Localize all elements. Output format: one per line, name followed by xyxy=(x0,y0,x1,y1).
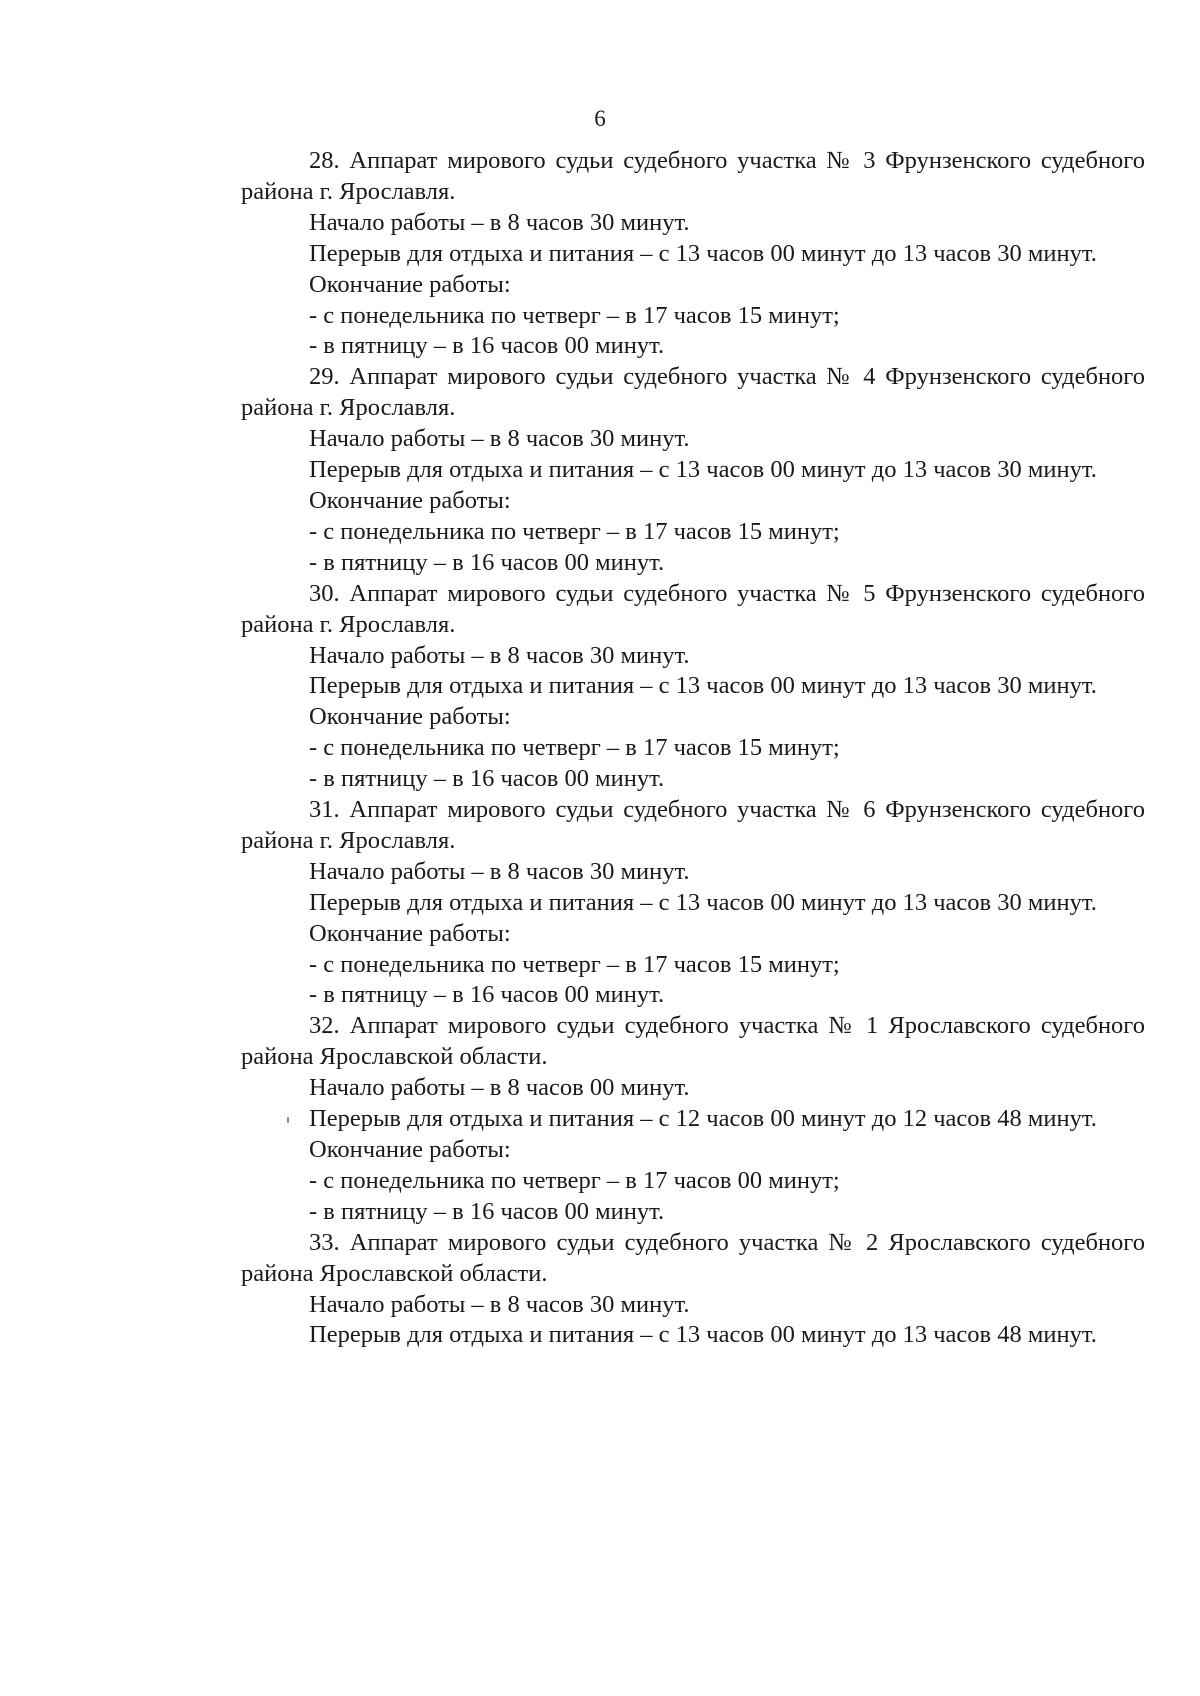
section-title: 30. Аппарат мирового судьи судебного участка № 5 Фрунзенского судебного района г. Ярославля. xyxy=(241,579,1145,638)
lunch-break: Перерыв для отдыха и питания – с 13 часов 00 минут до 13 часов 30 минут. xyxy=(309,672,1097,700)
section-29 xyxy=(241,362,1145,578)
work-end-fri: - в пятницу – в 16 часов 00 минут. xyxy=(309,1197,665,1225)
section-31 xyxy=(241,795,1145,1011)
work-end-fri: - в пятницу – в 16 часов 00 минут. xyxy=(309,765,665,793)
work-end-mon-thu: - с понедельника по четверг – в 17 часов 15 минут; xyxy=(309,517,840,545)
work-end-fri: - в пятницу – в 16 часов 00 минут. xyxy=(309,981,665,1009)
work-start: Начало работы – в 8 часов 30 минут. xyxy=(309,857,690,885)
work-start: Начало работы – в 8 часов 30 минут. xyxy=(309,208,690,236)
section-title: 29. Аппарат мирового судьи судебного участка № 4 Фрунзенского судебного района г. Ярославля. xyxy=(241,363,1145,422)
work-end-label: Окончание работы: xyxy=(309,1136,511,1163)
section-30 xyxy=(241,579,1145,795)
section-28 xyxy=(241,146,1145,362)
lunch-break: Перерыв для отдыха и питания – с 12 часов 00 минут до 12 часов 48 минут. xyxy=(309,1105,1097,1133)
work-end-mon-thu: - с понедельника по четверг – в 17 часов 15 минут; xyxy=(309,301,840,329)
section-title: 32. Аппарат мирового судьи судебного участка № 1 Ярославского судебного района Ярославской области. xyxy=(241,1012,1145,1071)
work-start: Начало работы – в 8 часов 30 минут. xyxy=(309,641,690,669)
section-title: 33. Аппарат мирового судьи судебного участка № 2 Ярославского судебного района Ярославской области. xyxy=(241,1228,1145,1287)
work-start: Начало работы – в 8 часов 30 минут. xyxy=(309,1290,690,1318)
lunch-break: Перерыв для отдыха и питания – с 13 часов 00 минут до 13 часов 48 минут. xyxy=(309,1321,1097,1349)
lunch-break: Перерыв для отдыха и питания – с 13 часов 00 минут до 13 часов 30 минут. xyxy=(309,456,1097,484)
work-end-mon-thu: - с понедельника по четверг – в 17 часов 15 минут; xyxy=(309,734,840,762)
section-title: 31. Аппарат мирового судьи судебного участка № 6 Фрунзенского судебного района г. Ярославля. xyxy=(241,796,1145,854)
work-end-label: Окончание работы: xyxy=(309,703,511,731)
page-number: 6 xyxy=(594,106,606,131)
work-end-fri: - в пятницу – в 16 часов 00 минут. xyxy=(309,332,665,360)
section-33 xyxy=(241,1228,1145,1352)
lunch-break: Перерыв для отдыха и питания – с 13 часов 00 минут до 13 часов 30 минут. xyxy=(309,239,1097,267)
section-32 xyxy=(241,1011,1145,1227)
document-body xyxy=(241,146,1145,1351)
work-end-mon-thu: - с понедельника по четверг – в 17 часов 00 минут; xyxy=(309,1166,840,1194)
work-end-label: Окончание работы: xyxy=(309,486,511,514)
work-end-fri: - в пятницу – в 16 часов 00 минут. xyxy=(309,548,665,576)
work-end-label: Окончание работы: xyxy=(309,270,511,298)
work-end-label: Окончание работы: xyxy=(309,919,511,947)
work-start: Начало работы – в 8 часов 00 минут. xyxy=(309,1074,690,1102)
work-start: Начало работы – в 8 часов 30 минут. xyxy=(309,425,690,453)
section-title: 28. Аппарат мирового судьи судебного участка № 3 Фрунзенского судебного района г. Ярославля. xyxy=(241,147,1145,205)
lunch-break: Перерыв для отдыха и питания – с 13 часов 00 минут до 13 часов 30 минут. xyxy=(309,888,1097,916)
work-end-mon-thu: - с понедельника по четверг – в 17 часов 15 минут; xyxy=(309,950,840,978)
